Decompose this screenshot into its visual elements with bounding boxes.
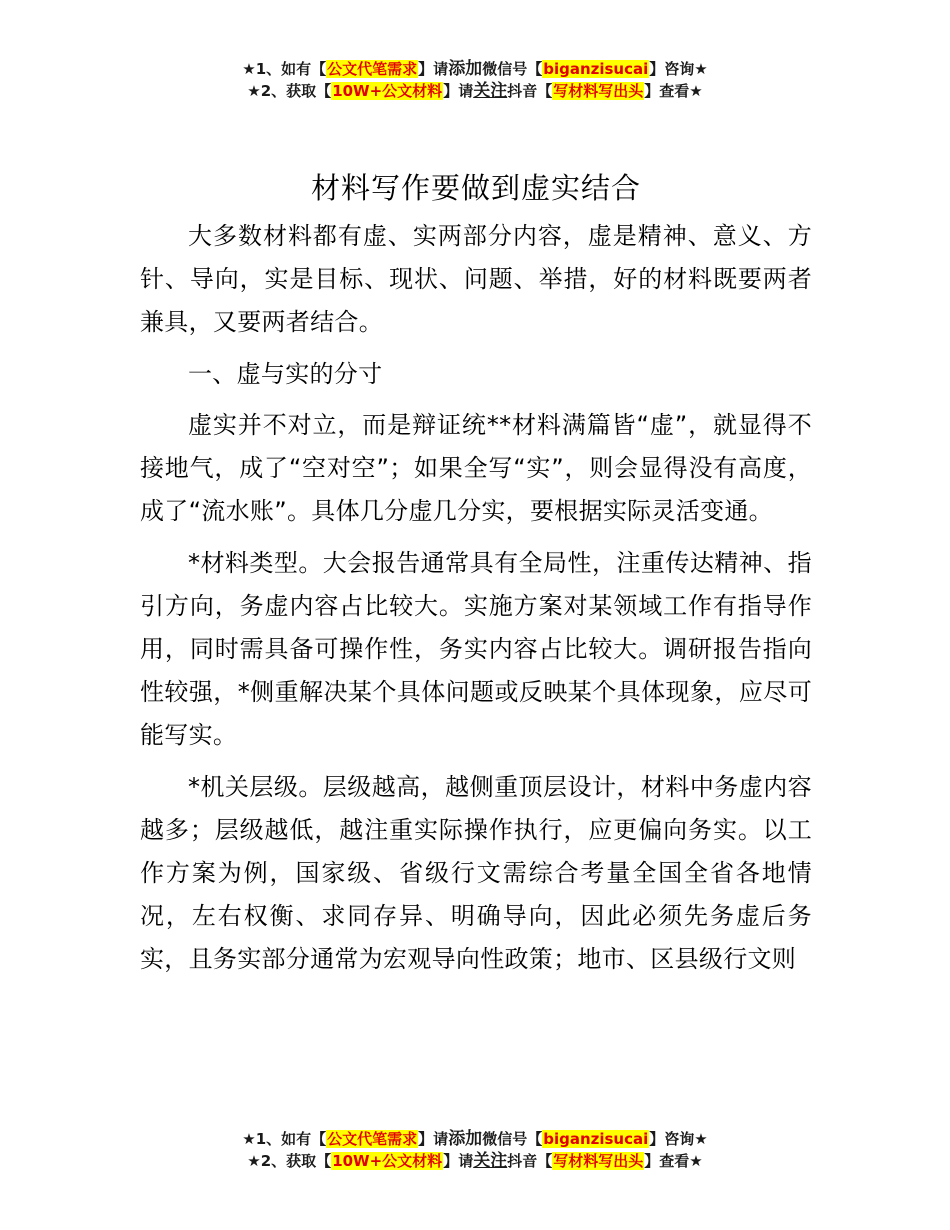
promo-douyin-id: 写材料写出头	[553, 1152, 644, 1170]
promo-text: 】请	[443, 1152, 474, 1170]
promo-highlight: 10W+公文材料	[332, 1152, 443, 1170]
promo-text: 微信号【	[482, 60, 543, 78]
promo-text: 】查看★	[644, 82, 703, 100]
promo-line-2	[0, 80, 950, 102]
promo-line-2	[0, 1150, 950, 1172]
promo-text: 微信号【	[482, 1130, 543, 1148]
promo-text: ★1、如有【	[242, 1130, 327, 1148]
section-heading: 一、虚与实的分寸	[188, 360, 383, 388]
paragraph-intro: 大多数材料都有虚、实两部分内容，虚是精神、意义、方针、导向，实是目标、现状、问题、举措，好的材料既要两者兼具，又要两者结合。	[140, 222, 812, 336]
paragraph: *机关层级。层级越高，越侧重顶层设计，材料中务虚内容越多；层级越低，越注重实际操作执行，应更偏向务实。以工作方案为例，国家级、省级行文需综合考量全国全省各地情况，左右权衡、求同存异、明确导向，因此必须先务虚后务实，且务实部分通常为宏观导向性政策；地市、区县级行文则	[140, 773, 812, 973]
promo-text: 】请	[443, 82, 474, 100]
document-title: 材料写作要做到虚实结合	[310, 171, 641, 205]
promo-emphasis: 添加	[448, 59, 483, 79]
promo-text: 抖音【	[507, 1152, 553, 1170]
promo-text: 】查看★	[644, 1152, 703, 1170]
promo-highlight: 公文代笔需求	[327, 60, 418, 78]
promo-text: 】请	[418, 1130, 449, 1148]
promo-emphasis: 关注	[473, 81, 508, 101]
promo-text: ★2、获取【	[247, 1152, 332, 1170]
promo-line-1	[0, 58, 950, 80]
promo-text: 抖音【	[507, 82, 553, 100]
promo-text: ★2、获取【	[247, 82, 332, 100]
promo-highlight: 公文代笔需求	[327, 1130, 418, 1148]
paragraph: *材料类型。大会报告通常具有全局性，注重传达精神、指引方向，务虚内容占比较大。实施方案对某领域工作有指导作用，同时需具备可操作性，务实内容占比较大。调研报告指向性较强，*侧重解决某个具体问题或反映某个具体现象，应尽可能写实。	[140, 549, 812, 749]
promo-douyin-id: 写材料写出头	[553, 82, 644, 100]
paragraph: 虚实并不对立，而是辩证统**材料满篇皆“虚”，就显得不接地气，成了“空对空”；如果全写“实”，则会显得没有高度，成了“流水账”。具体几分虚几分实，要根据实际灵活变通。	[140, 411, 812, 525]
header-promo-banner	[0, 58, 950, 102]
promo-line-1	[0, 1128, 950, 1150]
promo-wechat-id: biganzisucai	[543, 60, 649, 78]
document-body	[140, 165, 812, 990]
promo-text: 】咨询★	[649, 1130, 708, 1148]
promo-text: 】请	[418, 60, 449, 78]
promo-wechat-id: biganzisucai	[543, 1130, 649, 1148]
promo-highlight: 10W+公文材料	[332, 82, 443, 100]
promo-emphasis: 添加	[448, 1129, 483, 1149]
footer-promo-banner	[0, 1128, 950, 1172]
promo-text: 】咨询★	[649, 60, 708, 78]
promo-text: ★1、如有【	[242, 60, 327, 78]
promo-emphasis: 关注	[473, 1151, 508, 1171]
